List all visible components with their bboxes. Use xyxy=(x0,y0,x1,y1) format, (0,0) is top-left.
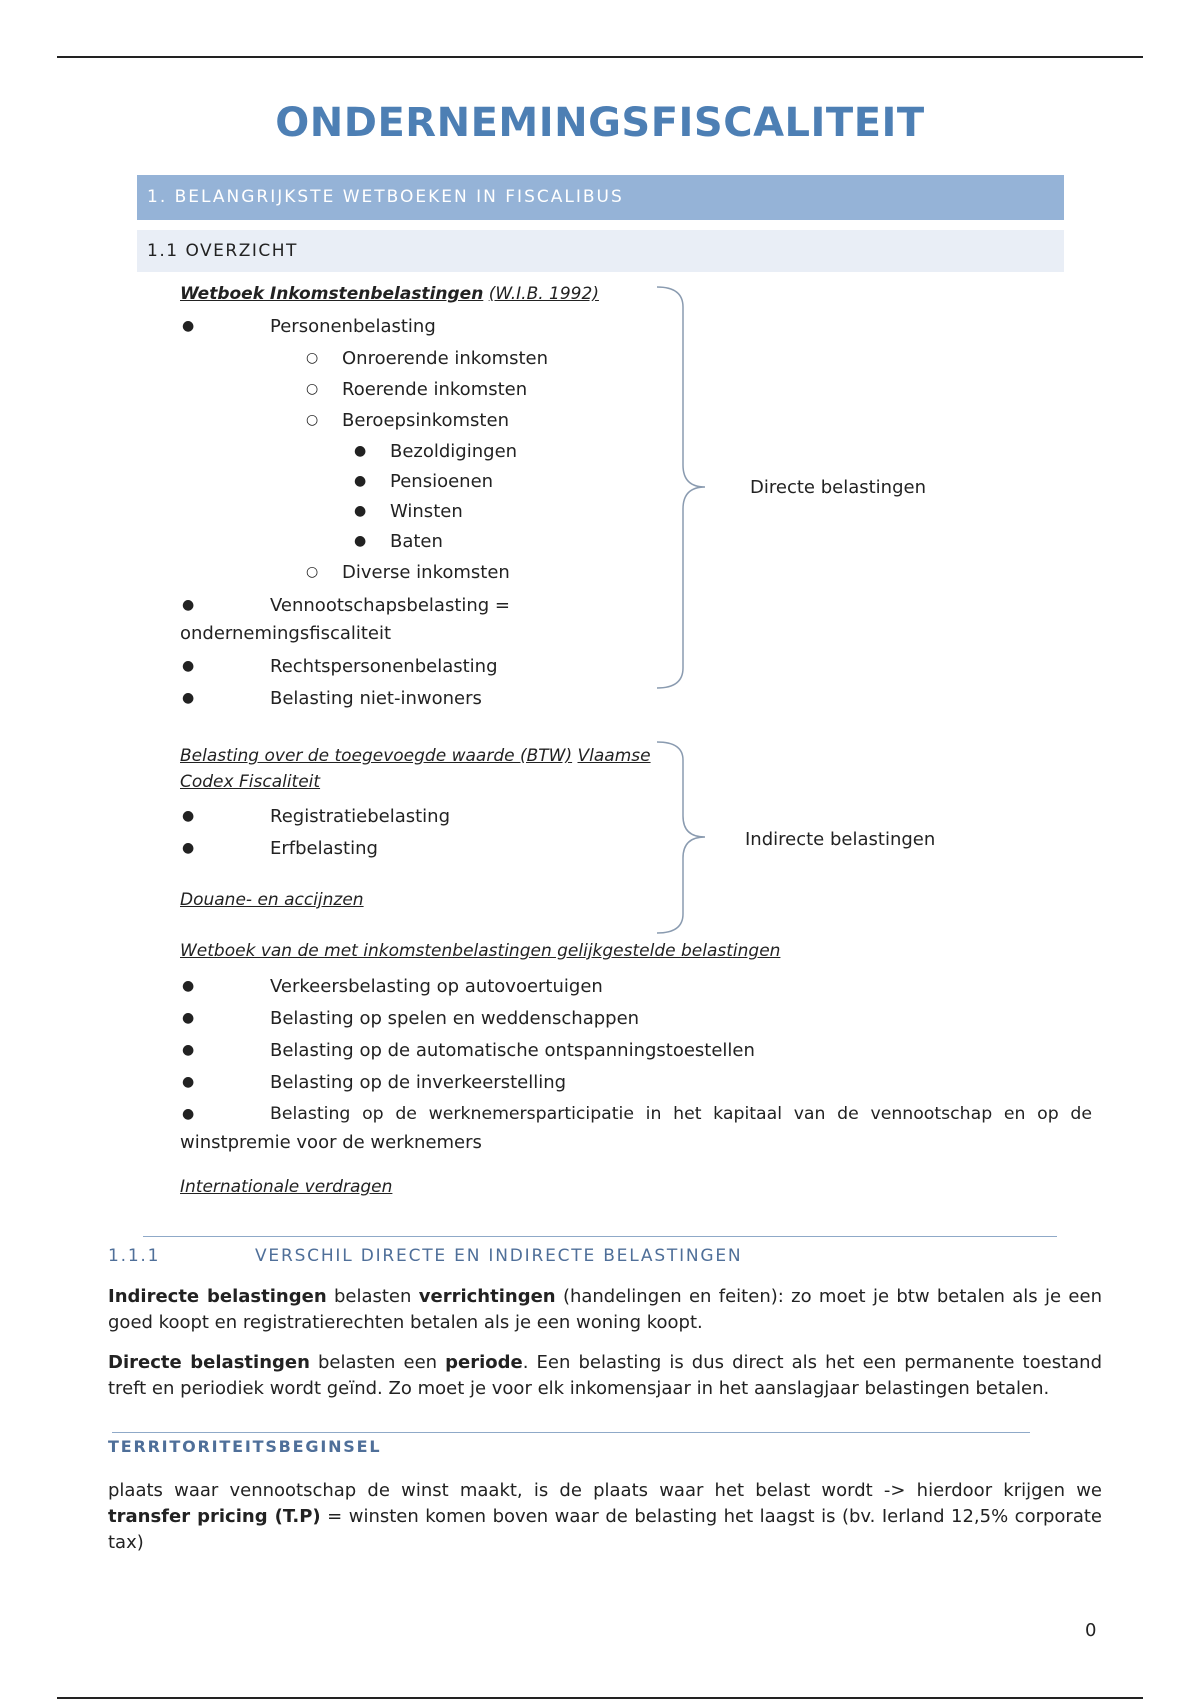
bullet-icon: ● xyxy=(182,1106,195,1122)
paragraph-directe xyxy=(108,1350,1102,1402)
bullet-icon: ● xyxy=(354,443,367,459)
douane-heading: Douane- en accijnzen xyxy=(180,890,364,910)
bullet-icon: ● xyxy=(182,978,195,994)
bullet-icon: ● xyxy=(182,808,195,824)
list-item: Personenbelasting xyxy=(270,316,436,337)
top-rule xyxy=(57,56,1143,58)
bold-term: verrichtingen xyxy=(418,1286,556,1307)
list-item: Bezoldigingen xyxy=(390,441,518,462)
wib-heading-suffix: (W.I.B. 1992) xyxy=(488,284,599,304)
list-item: Beroepsinkomsten xyxy=(342,410,509,431)
circle-bullet-icon: ○ xyxy=(306,412,319,428)
list-item: Roerende inkomsten xyxy=(342,379,528,400)
bullet-icon: ● xyxy=(182,690,195,706)
bullet-icon: ● xyxy=(182,318,195,334)
bottom-rule xyxy=(57,1697,1143,1699)
text-run: belasten een xyxy=(309,1352,446,1373)
subsection-title: VERSCHIL DIRECTE EN INDIRECTE BELASTINGEN xyxy=(255,1246,743,1266)
bullet-icon: ● xyxy=(182,1042,195,1058)
list-item-continuation: ondernemingsfiscaliteit xyxy=(180,623,392,644)
bold-term: periode xyxy=(445,1352,523,1373)
subsection-number: 1.1.1 xyxy=(108,1246,161,1266)
list-item: Verkeersbelasting op autovoertuigen xyxy=(270,976,603,997)
bold-term: Indirecte belastingen xyxy=(108,1286,327,1307)
bullet-icon: ● xyxy=(182,658,195,674)
btw-heading-codex: Codex Fiscaliteit xyxy=(180,772,321,792)
directe-brace-icon xyxy=(655,285,715,690)
list-item: Belasting op de inverkeerstelling xyxy=(270,1072,567,1093)
list-item: Rechtspersonenbelasting xyxy=(270,656,498,677)
section-heading-1-1: 1.1 OVERZICHT xyxy=(137,230,1064,272)
paragraph-indirecte xyxy=(108,1284,1102,1336)
paragraph-territoriteit xyxy=(108,1478,1102,1556)
bullet-icon: ● xyxy=(182,840,195,856)
list-item: Diverse inkomsten xyxy=(342,562,510,583)
wib-heading-title: Wetboek Inkomstenbelastingen xyxy=(180,284,484,304)
circle-bullet-icon: ○ xyxy=(306,381,319,397)
btw-heading xyxy=(180,746,651,766)
circle-bullet-icon: ○ xyxy=(306,564,319,580)
divider xyxy=(112,1432,1030,1433)
text-run: = winsten komen boven waar de belasting het laagst is (bv. Ierland 12,5% corporate tax) xyxy=(108,1506,1102,1553)
text-run: belasten xyxy=(326,1286,419,1307)
list-item: Pensioenen xyxy=(390,471,494,492)
divider xyxy=(143,1236,1057,1237)
section-heading-1: 1. BELANGRIJKSTE WETBOEKEN IN FISCALIBUS xyxy=(137,175,1064,220)
document-title: ONDERNEMINGSFISCALITEIT xyxy=(275,100,925,146)
text-run: (handelingen en feiten): zo moet je btw betalen als je een goed koopt en registratierechten betalen als je een woning koopt. xyxy=(108,1286,1102,1333)
bullet-icon: ● xyxy=(354,503,367,519)
bold-term: transfer pricing (T.P) xyxy=(108,1506,321,1527)
bullet-icon: ● xyxy=(354,533,367,549)
indirecte-belastingen-label: Indirecte belastingen xyxy=(745,829,936,850)
internationale-verdragen-heading: Internationale verdragen xyxy=(180,1177,393,1197)
bold-term: Directe belastingen xyxy=(108,1352,310,1373)
bullet-icon: ● xyxy=(182,597,195,613)
list-item: Belasting op spelen en weddenschappen xyxy=(270,1008,640,1029)
page-number: 0 xyxy=(1085,1620,1097,1641)
directe-belastingen-label: Directe belastingen xyxy=(750,477,926,498)
gelijk-heading: Wetboek van de met inkomstenbelastingen gelijkgestelde belastingen xyxy=(180,941,781,961)
list-item: Erfbelasting xyxy=(270,838,378,859)
list-item: Vennootschapsbelasting = xyxy=(270,595,511,616)
list-item: Onroerende inkomsten xyxy=(342,348,549,369)
territoriteit-heading: TERRITORITEITSBEGINSEL xyxy=(108,1437,382,1456)
list-item: Belasting op de werknemersparticipatie in het kapitaal van de vennootschap en op de xyxy=(270,1104,1092,1124)
list-item-continuation: winstpremie voor de werknemers xyxy=(180,1132,482,1153)
text-run: . Een belasting is dus direct als het een permanente toestand treft en periodiek wordt geïnd. Zo moet je voor elk inkomensjaar in het aanslagjaar belastingen betalen. xyxy=(108,1352,1102,1399)
text-run: plaats waar vennootschap de winst maakt, is de plaats waar het belast wordt -> hierdoor krijgen we xyxy=(108,1480,1102,1501)
wib-heading xyxy=(180,284,599,304)
bullet-icon: ● xyxy=(182,1010,195,1026)
list-item: Belasting op de automatische ontspanningstoestellen xyxy=(270,1040,755,1061)
list-item: Baten xyxy=(390,531,443,552)
indirecte-brace-icon xyxy=(655,740,715,935)
list-item: Registratiebelasting xyxy=(270,806,450,827)
btw-heading-vlaamse: Vlaamse xyxy=(577,746,651,766)
bullet-icon: ● xyxy=(182,1074,195,1090)
circle-bullet-icon: ○ xyxy=(306,350,319,366)
bullet-icon: ● xyxy=(354,473,367,489)
btw-heading-title: Belasting over de toegevoegde waarde (BTW) xyxy=(180,746,573,766)
list-item: Winsten xyxy=(390,501,463,522)
list-item: Belasting niet-inwoners xyxy=(270,688,482,709)
